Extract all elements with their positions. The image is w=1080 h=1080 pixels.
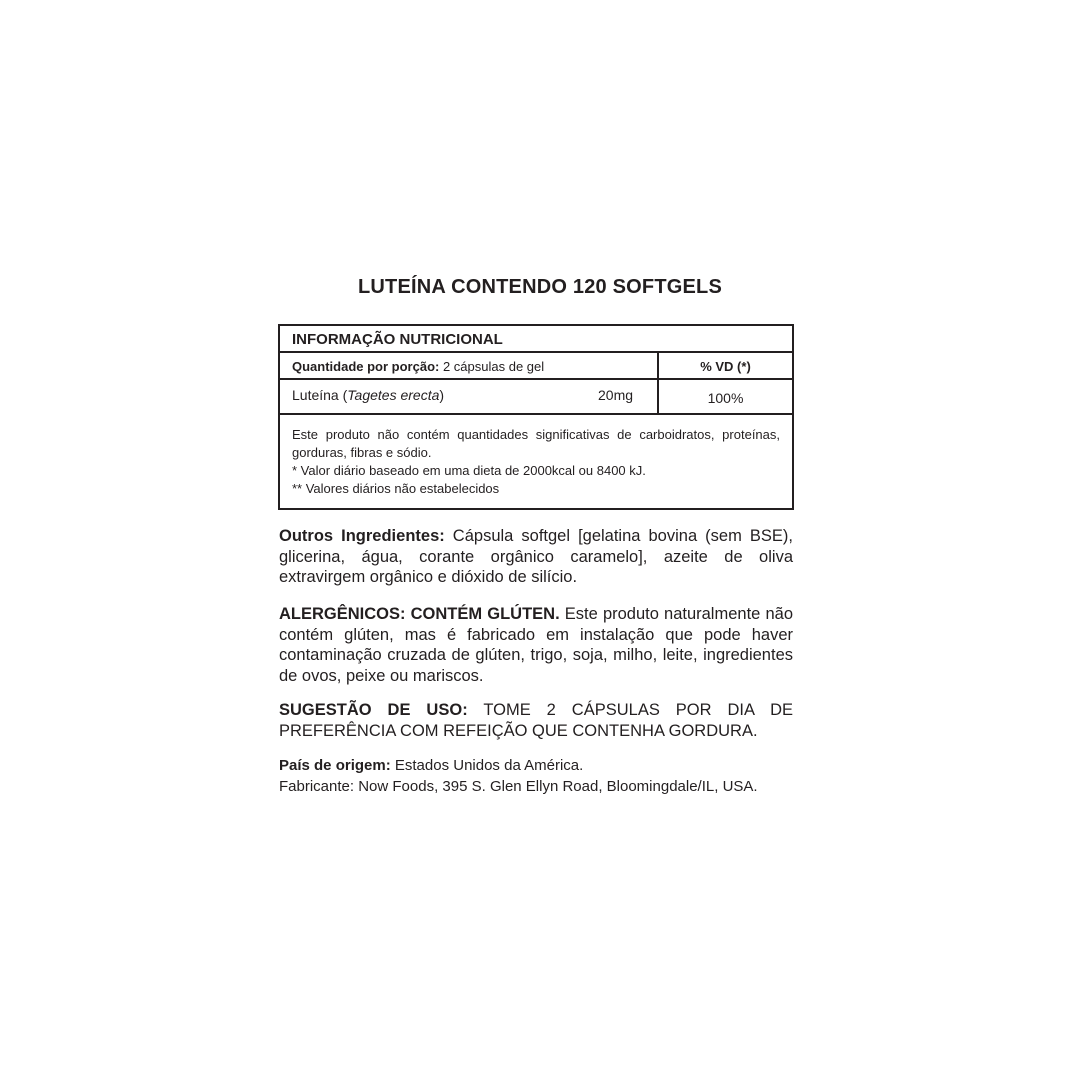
manufacturer: Fabricante: Now Foods, 395 S. Glen Ellyn Road, Bloomingdale/IL, USA.: [279, 778, 758, 795]
nutrient-scientific-name: Tagetes erecta: [347, 387, 440, 403]
nutrition-note: * Valor diário baseado em uma dieta de 2000kcal ou 8400 kJ.: [292, 463, 646, 478]
other-ingredients-label: Outros Ingredientes:: [279, 527, 445, 545]
origin-section: [279, 755, 839, 797]
portion-text: [292, 359, 544, 374]
nutrient-name-start: Luteína (: [292, 387, 348, 403]
usage-text: TOME 2 CÁPSULAS POR DIA DE PREFERÊNCIA COM REFEIÇÃO QUE CONTENHA GORDURA.: [279, 701, 793, 740]
other-ingredients-text: Cápsula softgel [gelatina bovina (sem BSE), glicerina, água, corante orgânico caramelo], azeite de oliva extravirgem orgânico e dióxido de silício.: [279, 527, 793, 586]
other-ingredients-section: [279, 526, 793, 588]
nutrition-table-header-row: [280, 326, 792, 353]
country-of-origin-label: País de origem:: [279, 757, 391, 774]
product-title: LUTEÍNA CONTENDO 120 SOFTGELS: [358, 276, 722, 298]
allergens-label: ALERGÊNICOS: CONTÉM GLÚTEN.: [279, 605, 560, 623]
country-of-origin-value: Estados Unidos da América.: [390, 757, 584, 774]
nutrient-row: [280, 380, 792, 415]
daily-value-header: % VD (*): [700, 359, 751, 374]
nutrition-note: ** Valores diários não estabelecidos: [292, 481, 500, 496]
nutrition-note: Este produto não contém quantidades significativas de carboidratos, proteínas, gorduras, fibras e sódio.: [292, 427, 780, 460]
nutrient-name: [292, 387, 444, 403]
portion-row: [280, 353, 792, 380]
country-of-origin: [279, 755, 839, 776]
nutrient-amount: 20mg: [598, 387, 634, 403]
nutrition-notes: [292, 426, 780, 498]
nutrition-facts-table: [278, 324, 794, 510]
allergens-section: [279, 604, 793, 686]
nutrition-table-header: INFORMAÇÃO NUTRICIONAL: [292, 331, 503, 348]
nutrient-daily-value: 100%: [707, 390, 744, 406]
nutrient-name-end: ): [439, 387, 445, 403]
portion-value: 2 cápsulas de gel: [439, 359, 545, 374]
portion-label: Quantidade por porção:: [292, 359, 440, 374]
usage-section: [279, 700, 793, 741]
allergens-text: Este produto naturalmente não contém glúten, mas é fabricado em instalação que pode haver contaminação cruzada de glúten, trigo, soja, milho, leite, ingredientes de ovos, peixe ou mariscos.: [279, 605, 793, 685]
usage-label: SUGESTÃO DE USO:: [279, 701, 468, 719]
